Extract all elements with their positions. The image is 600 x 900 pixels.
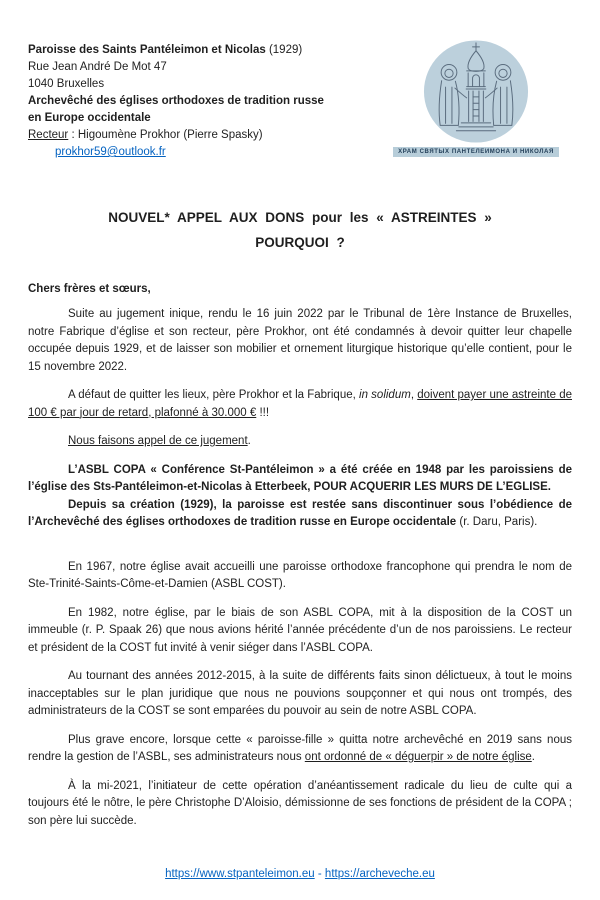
astreinte-amount-underlined: doivent payer une astreinte de 100 € par jour de retard, plafonné à 30.000 € bbox=[28, 389, 572, 419]
org-name-line bbox=[28, 42, 380, 59]
email-link[interactable]: prokhor59@outlook.fr bbox=[55, 146, 166, 158]
in-solidum-italic: in solidum bbox=[359, 389, 411, 401]
appeal-underlined: Nous faisons appel de ce jugement bbox=[68, 435, 248, 447]
org-year: (1929) bbox=[265, 44, 303, 56]
paragraph-2021: À la mi-2021, l’initiateur de cette opération d’anéantissement radicale du lieu de culte qui a toujours été le nôtre, le père Christophe D’Aloisio, démissionne de ses fonctions de président de la COPA ; son père lui succède. bbox=[28, 779, 572, 827]
rector-label: Recteur bbox=[28, 129, 69, 141]
paragraph-2012-2015: Au tournant des années 2012-2015, à la suite de différents faits sinon délictueux, à tout le moins inacceptables sur le plan juridique que nous ne pouvions soupçonner et qui nous ont trompés, des administrateurs de la COST se sont emparées du pouvoir au sein de notre ASBL COPA. bbox=[28, 670, 572, 717]
parish-seal-icon bbox=[422, 38, 530, 145]
obedience-bold: Depuis sa création (1929), la paroisse est restée sans discontinuer sous l’obédience de l’Archevêché des églises orthodoxes de tradition russe en Europe occidentale bbox=[28, 498, 572, 528]
paragraph-1967: En 1967, notre église avait accueilli une paroisse orthodoxe francophone qui prendra le nom de Ste-Trinité-Saints-Côme-et-Damien (ASBL COST). bbox=[28, 560, 572, 590]
paragraph-obedience bbox=[28, 497, 572, 532]
parish-seal-caption: ХРАМ СВЯТЫХ ПАНТЕЛЕИМОНА И НИКОЛАЯ bbox=[393, 147, 559, 157]
rector-line bbox=[28, 127, 380, 144]
paragraph-astreinte: A défaut de quitter les lieux, père Prokhor et la Fabrique, in solidum, doivent payer une astreinte de 100 € par jour de retard, plafonné à 30.000 € !!! bbox=[28, 389, 572, 419]
letterhead-text bbox=[28, 42, 380, 161]
title-line-1: NOUVEL* APPEL AUX DONS pour les « ASTREINTES » bbox=[108, 210, 492, 225]
paragraph-2019: Plus grave encore, lorsque cette « paroisse-fille » quitta notre archevêché en 2019 sans nous rendre la gestion de l’ASBL, ses administrateurs nous ont ordonné de « déguerpir » de notre église. bbox=[28, 733, 572, 763]
deguerpir-underlined: ont ordonné de « déguerpir » de notre église bbox=[304, 751, 532, 763]
rector-email-line bbox=[55, 144, 380, 161]
address-line-2: 1040 Bruxelles bbox=[28, 78, 105, 90]
letterhead bbox=[28, 42, 572, 161]
document-title bbox=[28, 205, 572, 255]
footer-links bbox=[0, 868, 600, 880]
org-name: Paroisse des Saints Pantéleimon et Nicolas bbox=[28, 44, 266, 56]
paragraph-1982: En 1982, notre église, par le biais de son ASBL COPA, mit à la disposition de la COST un immeuble (r. P. Spaak 26) que nous avions hérité l’année précédente d’un de nos paroissiens. Le recteur et président de la COST fut invité à venir siéger dans l’ASBL COPA. bbox=[28, 606, 572, 654]
address-line-1: Rue Jean André De Mot 47 bbox=[28, 61, 167, 73]
obedience-regular: (r. Daru, Paris). bbox=[459, 516, 538, 528]
archdiocese-line-2: en Europe occidentale bbox=[28, 112, 151, 124]
rector-name: : Higoumène Prokhor (Pierre Spasky) bbox=[68, 129, 263, 141]
title-line-2: POURQUOI ? bbox=[255, 235, 345, 250]
parish-seal bbox=[380, 38, 572, 157]
paragraph-judgment: Suite au jugement inique, rendu le 16 juin 2022 par le Tribunal de 1ère Instance de Bruxelles, notre Fabrique d’église et son recteur, père Prokhor, ont été condamnés à devoir quitter leur chapelle occupée depuis 1929, et de laisser son mobilier et ornement liturgique historique qu’elle contient, pour le 15 novembre 2022. bbox=[28, 308, 572, 373]
archdiocese-website-link[interactable]: https://archeveche.eu bbox=[324, 868, 435, 880]
archdiocese-line-1: Archevêché des églises orthodoxes de tradition russe bbox=[28, 95, 324, 107]
salutation: Chers frères et sœurs, bbox=[28, 283, 151, 295]
parish-website-link[interactable]: https://www.stpanteleimon.eu bbox=[165, 868, 315, 880]
footer-separator: - bbox=[314, 868, 325, 880]
astreinte-text: A défaut de quitter les lieux, père Prokhor et la Fabrique, bbox=[68, 389, 360, 401]
paragraph-appeal: Nous faisons appel de ce jugement. bbox=[68, 435, 251, 447]
paragraph-copa-creation: L’ASBL COPA « Conférence St-Pantéleimon » a été créée en 1948 par les paroissiens de l’église des Sts-Pantéleimon-et-Nicolas à Etterbeek, POUR ACQUERIR LES MURS DE L’EGLISE. bbox=[28, 463, 572, 493]
